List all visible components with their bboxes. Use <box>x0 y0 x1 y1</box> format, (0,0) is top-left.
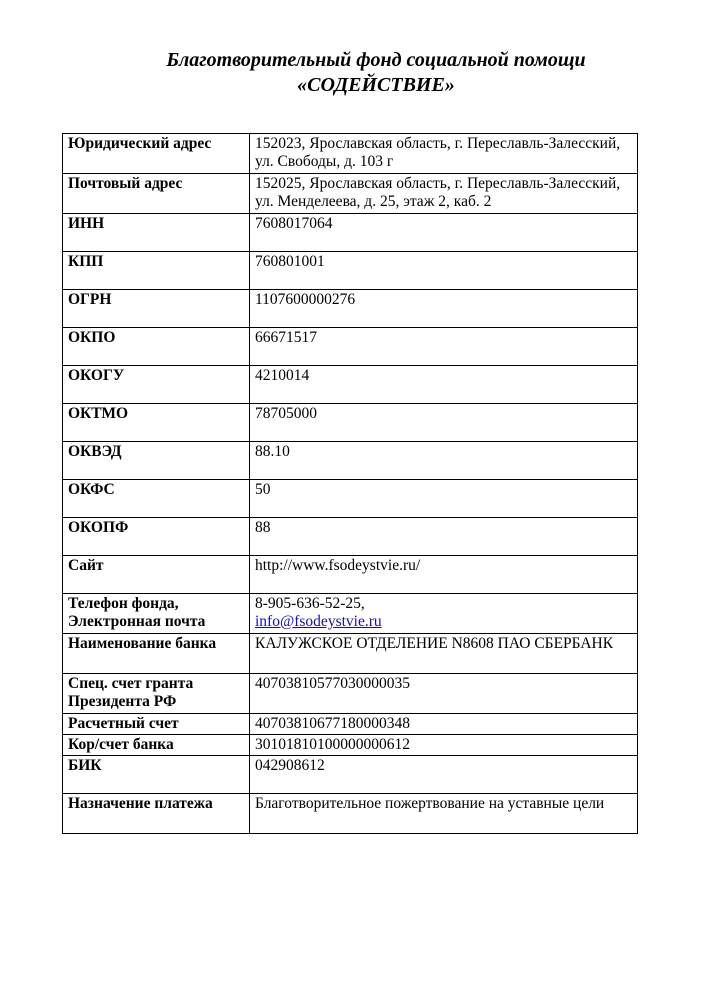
row-inn <box>63 214 638 252</box>
row-corr-account <box>63 735 638 756</box>
row-okfs <box>63 480 638 518</box>
title-line-1: Благотворительный фонд социальной помощи <box>166 49 586 71</box>
row-value: 042908612 <box>250 756 638 794</box>
row-value: 30101810100000000612 <box>250 735 638 756</box>
row-value: 78705000 <box>250 404 638 442</box>
row-ogrn <box>63 290 638 328</box>
phone-number: 8-905-636-52-25, <box>255 595 365 612</box>
email-link[interactable]: info@fsodeystvie.ru <box>255 613 382 630</box>
row-label: Юридический адрес <box>63 134 250 174</box>
row-label: ОКВЭД <box>63 442 250 480</box>
row-label: ОКТМО <box>63 404 250 442</box>
row-value: 760801001 <box>250 252 638 290</box>
row-label: Расчетный счет <box>63 714 250 735</box>
row-okved <box>63 442 638 480</box>
title-line-2: «СОДЕЙСТВИЕ» <box>297 74 455 96</box>
row-value: КАЛУЖСКОЕ ОТДЕЛЕНИЕ N8608 ПАО СБЕРБАНК <box>250 634 638 674</box>
row-label: Кор/счет банка <box>63 735 250 756</box>
row-value: 4210014 <box>250 366 638 404</box>
row-label: ОКФС <box>63 480 250 518</box>
row-label: Телефон фонда, Электронная почта <box>63 594 250 634</box>
row-label: ИНН <box>63 214 250 252</box>
row-label: БИК <box>63 756 250 794</box>
row-value: http://www.fsodeystvie.ru/ <box>250 556 638 594</box>
row-bik <box>63 756 638 794</box>
row-label: КПП <box>63 252 250 290</box>
row-website <box>63 556 638 594</box>
row-label: ОКОГУ <box>63 366 250 404</box>
row-okogu <box>63 366 638 404</box>
row-value: Благотворительное пожертвование на уставные цели <box>250 794 638 834</box>
row-value: 152023, Ярославская область, г. Переславль-Залесский, ул. Свободы, д. 103 г <box>250 134 638 174</box>
requisites-table <box>62 133 638 834</box>
row-value: 40703810677180000348 <box>250 714 638 735</box>
row-label: Почтовый адрес <box>63 174 250 214</box>
row-payment-purpose <box>63 794 638 834</box>
row-label: Спец. счет гранта Президента РФ <box>63 674 250 714</box>
row-label: ОКОПФ <box>63 518 250 556</box>
row-postal-address <box>63 174 638 214</box>
row-value: 88 <box>250 518 638 556</box>
row-kpp <box>63 252 638 290</box>
row-value: 88.10 <box>250 442 638 480</box>
row-label: Наименование банка <box>63 634 250 674</box>
row-grant-account <box>63 674 638 714</box>
row-value: 40703810577030000035 <box>250 674 638 714</box>
row-label: ОГРН <box>63 290 250 328</box>
row-label: Назначение платежа <box>63 794 250 834</box>
row-label: ОКПО <box>63 328 250 366</box>
row-value: 66671517 <box>250 328 638 366</box>
document-title <box>0 48 707 98</box>
row-settlement-account <box>63 714 638 735</box>
row-bank-name <box>63 634 638 674</box>
row-okopf <box>63 518 638 556</box>
row-value: 7608017064 <box>250 214 638 252</box>
row-value <box>250 594 638 634</box>
row-label: Сайт <box>63 556 250 594</box>
row-value: 152025, Ярославская область, г. Переславль-Залесский, ул. Менделеева, д. 25, этаж 2, каб. 2 <box>250 174 638 214</box>
row-value: 50 <box>250 480 638 518</box>
row-value: 1107600000276 <box>250 290 638 328</box>
row-phone-email <box>63 594 638 634</box>
row-okpo <box>63 328 638 366</box>
row-oktmo <box>63 404 638 442</box>
row-legal-address <box>63 134 638 174</box>
